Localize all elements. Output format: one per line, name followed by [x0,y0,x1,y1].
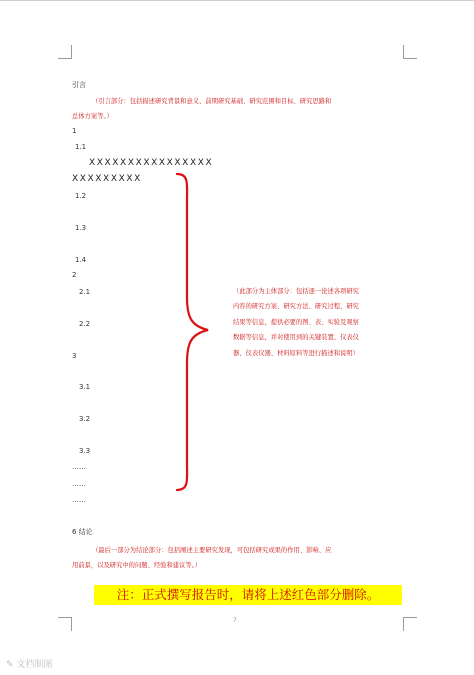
placeholder-x-line2: XXXXXXXXX [72,174,142,184]
section-1-1-heading: 1.1 [75,143,87,151]
ellipsis-2: …… [72,480,86,488]
section-1-2-heading: 1.2 [75,192,87,200]
section-1-4-heading: 1.4 [75,256,87,264]
section-1-3-heading: 1.3 [75,224,87,232]
section-3-1-heading: 3.1 [79,383,91,391]
crop-mark-bottom-right [403,617,417,631]
ellipsis-3: …… [72,496,86,504]
conclusion-heading: 6 结论 [72,528,93,536]
section-2-1-heading: 2.1 [79,288,91,296]
page-number: 7 [233,617,237,624]
section-2-heading: 2 [72,271,77,279]
main-note-line1: （此部分为主体部分：包括逐一论述各项研究 [233,288,359,295]
crop-mark-top-left [58,45,72,59]
page-top-border [0,0,474,1]
section-3-2-heading: 3.2 [79,415,91,423]
crop-mark-top-right [403,45,417,59]
placeholder-x-line1: XXXXXXXXXXXXXXXX [89,158,214,168]
section-1-heading: 1 [72,127,77,135]
section-2-2-heading: 2.2 [79,320,91,328]
main-note-line5: 器、仪表仪器、材料原料等进行描述和说明） [233,350,359,357]
conclusion-red-note-line1: （最后一部分为结论部分：包括阐述主要研究发现，可包括研究成果的作用、影响、应 [92,547,332,554]
ellipsis-1: …… [72,463,86,471]
conclusion-red-note-line2: 用前景，以及研究中的问题、经验和建议等。） [72,562,202,569]
removal-instruction-note: 注：正式撰写报告时，请将上述红色部分删除。 [94,585,402,605]
section-3-3-heading: 3.3 [79,447,91,455]
red-curly-brace [174,172,214,494]
intro-red-note-line2: 总体方案等。） [72,113,113,120]
section-3-heading: 3 [72,352,77,360]
intro-red-note-line1: （引言部分：包括描述研究背景和意义、前期研究基础、研究范围和目标、研究思路和 [92,98,332,105]
main-note-line2: 内容的研究方案、研究方法、研究过程、研究 [233,303,359,310]
crop-mark-bottom-left [58,617,72,631]
intro-heading: 引言 [72,81,86,89]
main-note-line4: 数据等信息，并对使用到的关键装置、仪表仪 [233,334,359,341]
main-note-line3: 结果等信息，提供必要的图、表、实验及观察 [233,319,359,326]
watermark-logo: ✎ 文档制图 [6,660,53,670]
